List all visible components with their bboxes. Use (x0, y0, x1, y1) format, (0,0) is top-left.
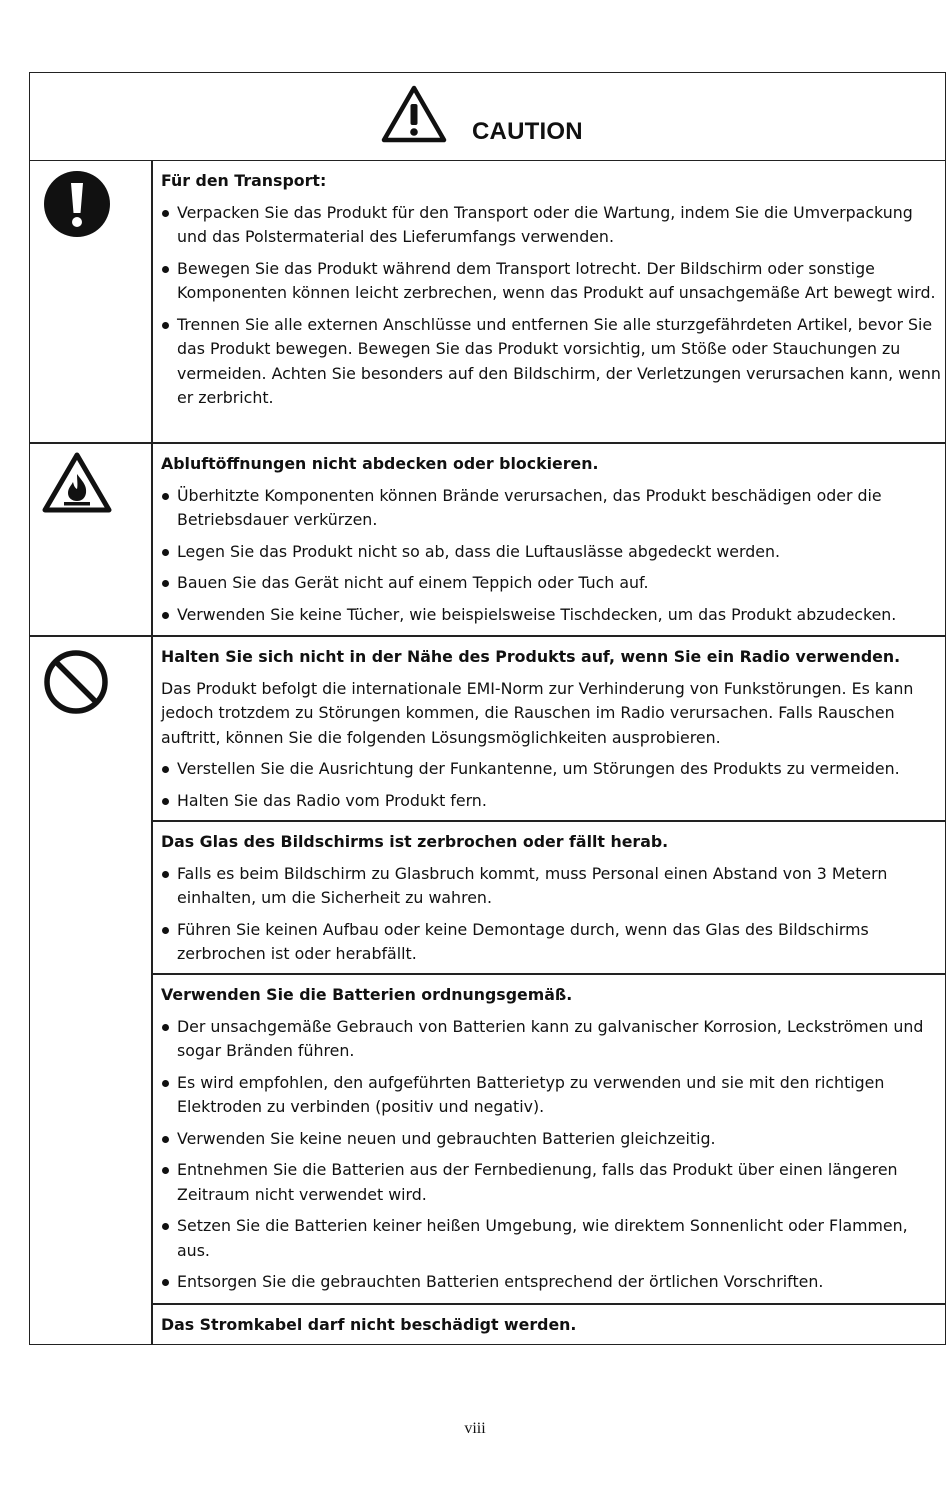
icon-column-divider (151, 161, 153, 1344)
caution-title: CAUTION (472, 118, 583, 145)
list-item: Überhitzte Komponenten können Brände verursachen, das Produkt beschädigen oder die Betriebsdauer verkürzen. (161, 484, 945, 533)
bullet-list (161, 862, 945, 967)
list-item: Setzen Sie die Batterien keiner heißen Umgebung, wie direktem Sonnenlicht oder Flammen, aus. (161, 1214, 945, 1263)
power-cable-section (161, 1313, 945, 1345)
transport-section (161, 169, 945, 418)
list-item: Der unsachgemäße Gebrauch von Batterien kann zu galvanischer Korrosion, Leckströmen und sogar Bränden führen. (161, 1015, 945, 1064)
list-item: Verwenden Sie keine neuen und gebrauchten Batterien gleichzeitig. (161, 1127, 945, 1152)
screen-glass-section (161, 830, 945, 974)
radio-section (161, 645, 945, 820)
section-heading: Das Glas des Bildschirms ist zerbrochen oder fällt herab. (161, 832, 669, 851)
row-divider (151, 1303, 945, 1305)
warning-triangle-icon (380, 84, 448, 144)
list-item: Bauen Sie das Gerät nicht auf einem Teppich oder Tuch auf. (161, 571, 945, 596)
row-divider (30, 635, 945, 637)
flammable-warning-icon (42, 452, 112, 514)
row-divider (30, 442, 945, 444)
list-item: Entsorgen Sie die gebrauchten Batterien entsprechend der örtlichen Vorschriften. (161, 1270, 945, 1295)
bullet-list (161, 757, 945, 813)
section-heading: Das Stromkabel darf nicht beschädigt werden. (161, 1315, 577, 1334)
page-number: viii (464, 1420, 486, 1437)
section-heading: Abluftöffnungen nicht abdecken oder blockieren. (161, 454, 599, 473)
list-item: Es wird empfohlen, den aufgeführten Batterietyp zu verwenden und sie mit den richtigen Elektroden zu verbinden (positiv und negativ). (161, 1071, 945, 1120)
list-item: Verstellen Sie die Ausrichtung der Funkantenne, um Störungen des Produkts zu vermeiden. (161, 757, 945, 782)
caution-header (30, 73, 945, 161)
list-item: Trennen Sie alle externen Anschlüsse und entfernen Sie alle sturzgefährdeten Artikel, bevor Sie das Produkt bewegen. Bewegen Sie das Produkt vorsichtig, um Stöße oder Stauchungen zu vermeiden. Achten Sie besonders auf den Bildschirm, der Verletzungen verursachen kann, wenn er zerbricht. (161, 313, 945, 411)
bullet-list (161, 1015, 945, 1295)
bullet-list (161, 201, 945, 411)
list-item: Verpacken Sie das Produkt für den Transport oder die Wartung, indem Sie die Umverpackung und das Polstermaterial des Lieferumfangs verwenden. (161, 201, 945, 250)
ventilation-section (161, 452, 945, 634)
list-item: Halten Sie das Radio vom Produkt fern. (161, 789, 945, 814)
list-item: Falls es beim Bildschirm zu Glasbruch kommt, muss Personal einen Abstand von 3 Metern einhalten, um die Sicherheit zu wahren. (161, 862, 945, 911)
section-heading: Verwenden Sie die Batterien ordnungsgemäß. (161, 985, 573, 1004)
exclamation-circle-icon (44, 171, 110, 237)
bullet-list (161, 484, 945, 628)
list-item: Führen Sie keinen Aufbau oder keine Demontage durch, wenn das Glas des Bildschirms zerbrochen ist oder herabfällt. (161, 918, 945, 967)
list-item: Entnehmen Sie die Batterien aus der Fernbedienung, falls das Produkt über einen längeren Zeitraum nicht verwendet wird. (161, 1158, 945, 1207)
section-heading: Halten Sie sich nicht in der Nähe des Produkts auf, wenn Sie ein Radio verwenden. (161, 647, 901, 666)
list-item: Legen Sie das Produkt nicht so ab, dass die Luftauslässe abgedeckt werden. (161, 540, 945, 565)
list-item: Bewegen Sie das Produkt während dem Transport lotrecht. Der Bildschirm oder sonstige Komponenten können leicht zerbrechen, wenn das Produkt auf unsachgemäße Art bewegt wird. (161, 257, 945, 306)
section-heading: Für den Transport: (161, 171, 327, 190)
prohibited-icon (43, 649, 109, 715)
list-item: Verwenden Sie keine Tücher, wie beispielsweise Tischdecken, um das Produkt abzudecken. (161, 603, 945, 628)
row-divider (151, 820, 945, 822)
section-paragraph: Das Produkt befolgt die internationale EMI-Norm zur Verhinderung von Funkstörungen. Es kann jedoch trotzdem zu Störungen kommen, die Rauschen im Radio verursachen. Falls Rauschen auftritt, können Sie die folgenden Lösungsmöglichkeiten ausprobieren. (161, 678, 914, 747)
battery-section (161, 983, 945, 1302)
caution-table (29, 72, 946, 1345)
